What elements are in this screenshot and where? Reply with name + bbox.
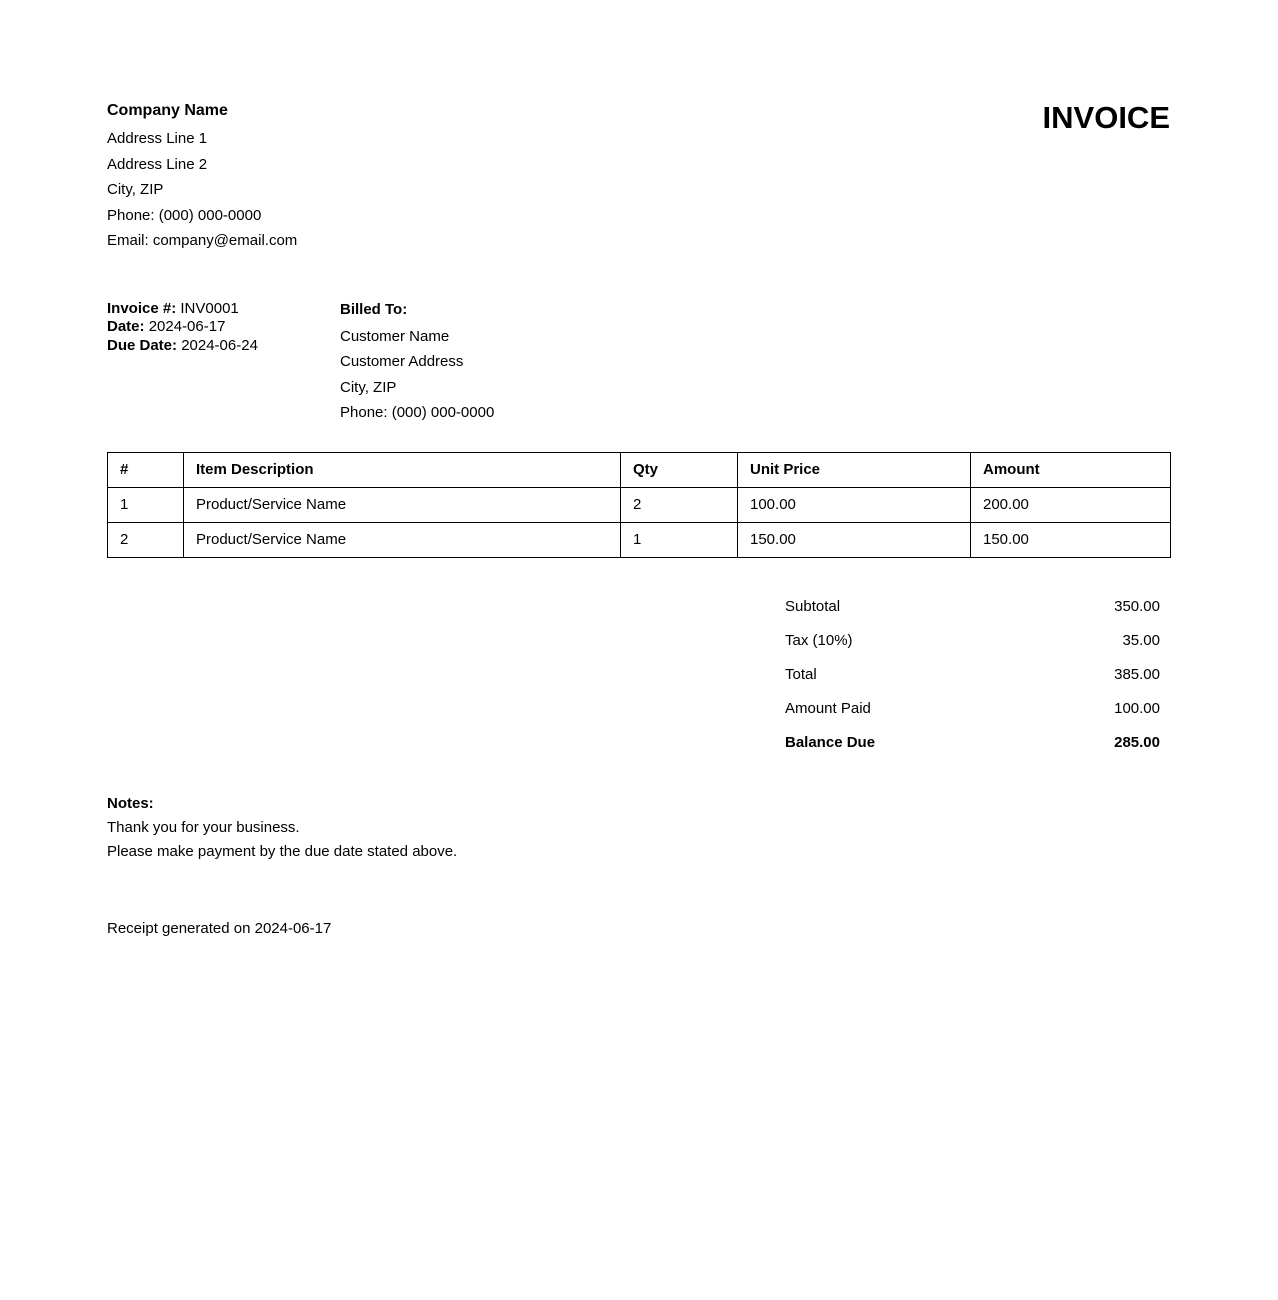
totals-row-balance-due [785, 726, 1160, 760]
tax-value: 35.00 [1122, 631, 1160, 649]
table-row [108, 487, 1171, 522]
header [107, 101, 1170, 254]
cell-unit-price: 100.00 [738, 487, 971, 522]
customer-phone: Phone: (000) 000-0000 [340, 404, 495, 421]
company-city-zip: City, ZIP [107, 181, 164, 198]
invoice-date-line [107, 318, 340, 337]
company-phone: Phone: (000) 000-0000 [107, 206, 262, 224]
column-header-num: # [108, 452, 184, 487]
company-block [107, 101, 297, 254]
table-row [108, 522, 1171, 557]
column-header-unit-price: Unit Price [738, 452, 971, 487]
cell-unit-price: 150.00 [738, 522, 971, 557]
invoice-due-date-value: 2024-06-24 [181, 336, 258, 354]
amount-paid-value: 100.00 [1114, 699, 1160, 717]
invoice-due-date-label: Due Date: [107, 336, 178, 354]
invoice-meta-block [107, 300, 340, 426]
totals-row-subtotal [785, 590, 1160, 624]
notes-section [107, 792, 1170, 864]
totals-row-total [785, 658, 1160, 692]
customer-city-zip: City, ZIP [340, 378, 397, 396]
notes-line: Please make payment by the due date stated above. [107, 842, 458, 860]
billed-to-block [340, 300, 494, 426]
company-address-line-1: Address Line 1 [107, 130, 208, 147]
invoice-date-label: Date: [107, 318, 145, 335]
billed-to-heading: Billed To: [340, 300, 408, 318]
cell-amount: 150.00 [971, 522, 1171, 557]
company-address-line-2: Address Line 2 [107, 155, 208, 173]
cell-description: Product/Service Name [184, 522, 621, 557]
company-email: Email: company@email.com [107, 232, 298, 249]
totals-row-tax [785, 624, 1160, 658]
meta-section [107, 300, 1170, 426]
page-title: INVOICE [1042, 100, 1170, 135]
totals-row-amount-paid [785, 692, 1160, 726]
customer-name: Customer Name [340, 327, 450, 345]
total-value: 385.00 [1114, 665, 1160, 683]
totals-section [785, 590, 1160, 760]
table-header-row [108, 452, 1171, 487]
balance-due-label: Balance Due [785, 733, 876, 751]
tax-label: Tax (10%) [785, 631, 853, 649]
subtotal-value: 350.00 [1114, 597, 1160, 615]
cell-amount: 200.00 [971, 487, 1171, 522]
customer-address: Customer Address [340, 353, 464, 370]
balance-due-value: 285.00 [1114, 733, 1160, 751]
cell-num: 2 [108, 522, 184, 557]
line-items-table [107, 452, 1171, 558]
notes-line: Thank you for your business. [107, 818, 300, 836]
column-header-amount: Amount [971, 452, 1171, 487]
total-label: Total [785, 665, 817, 683]
cell-description: Product/Service Name [184, 487, 621, 522]
notes-heading: Notes: [107, 794, 154, 812]
invoice-date-value: 2024-06-17 [148, 318, 226, 335]
cell-qty: 1 [621, 522, 738, 557]
column-header-description: Item Description [184, 452, 621, 487]
cell-num: 1 [108, 487, 184, 522]
receipt-generated-line: Receipt generated on 2024-06-17 [107, 919, 332, 937]
subtotal-label: Subtotal [785, 597, 841, 615]
invoice-number-label: Invoice #: [107, 299, 177, 317]
invoice-number-value: INV0001 [180, 299, 239, 317]
invoice-due-date-line [107, 337, 340, 356]
company-name: Company Name [107, 102, 228, 119]
column-header-qty: Qty [621, 452, 738, 487]
cell-qty: 2 [621, 487, 738, 522]
amount-paid-label: Amount Paid [785, 699, 871, 717]
invoice-number-line [107, 300, 340, 319]
